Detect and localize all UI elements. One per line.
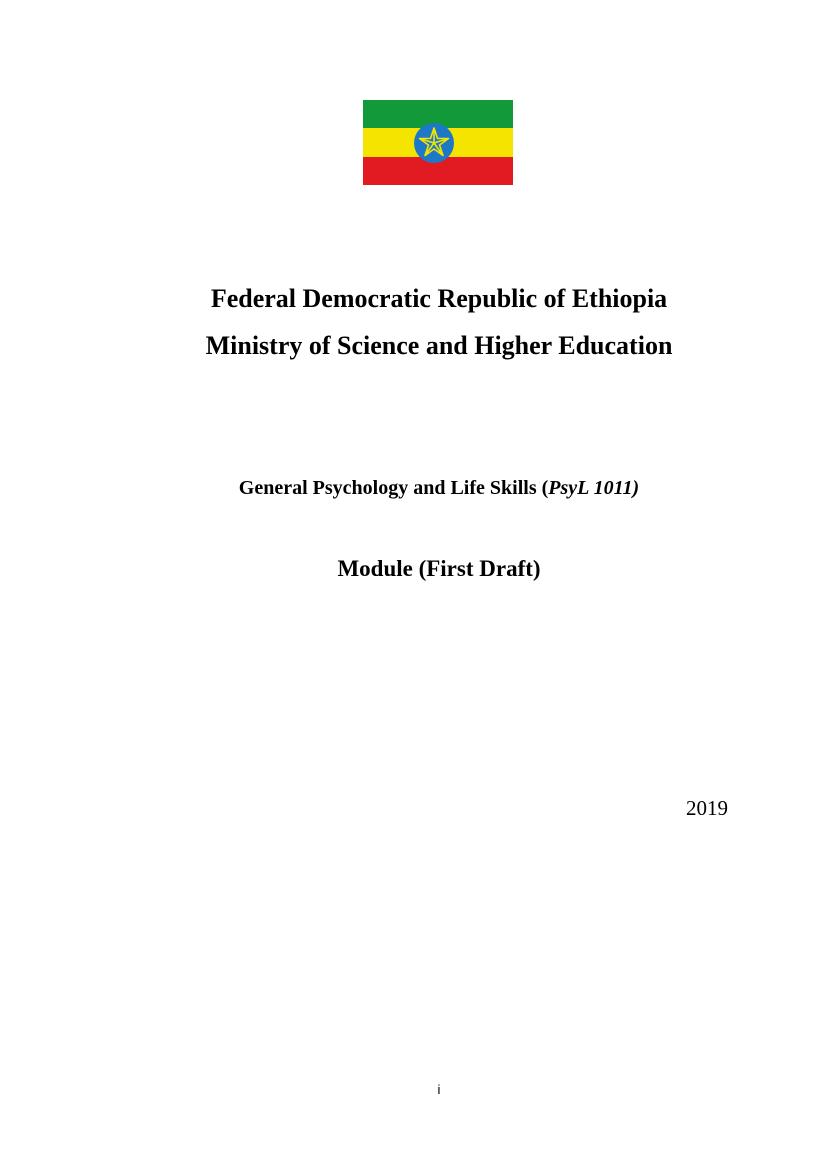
ethiopia-flag-icon (363, 100, 513, 185)
module-label: Module (First Draft) (337, 556, 541, 581)
course-title (0, 476, 828, 500)
page-number: i (437, 1082, 441, 1097)
title-country: Federal Democratic Republic of Ethiopia (210, 284, 668, 313)
course-code: PsyL 1011) (548, 477, 640, 499)
publication-year: 2019 (686, 796, 728, 820)
course-name: General Psychology and Life Skills ( (238, 477, 549, 499)
title-ministry: Ministry of Science and Higher Education (205, 331, 673, 360)
